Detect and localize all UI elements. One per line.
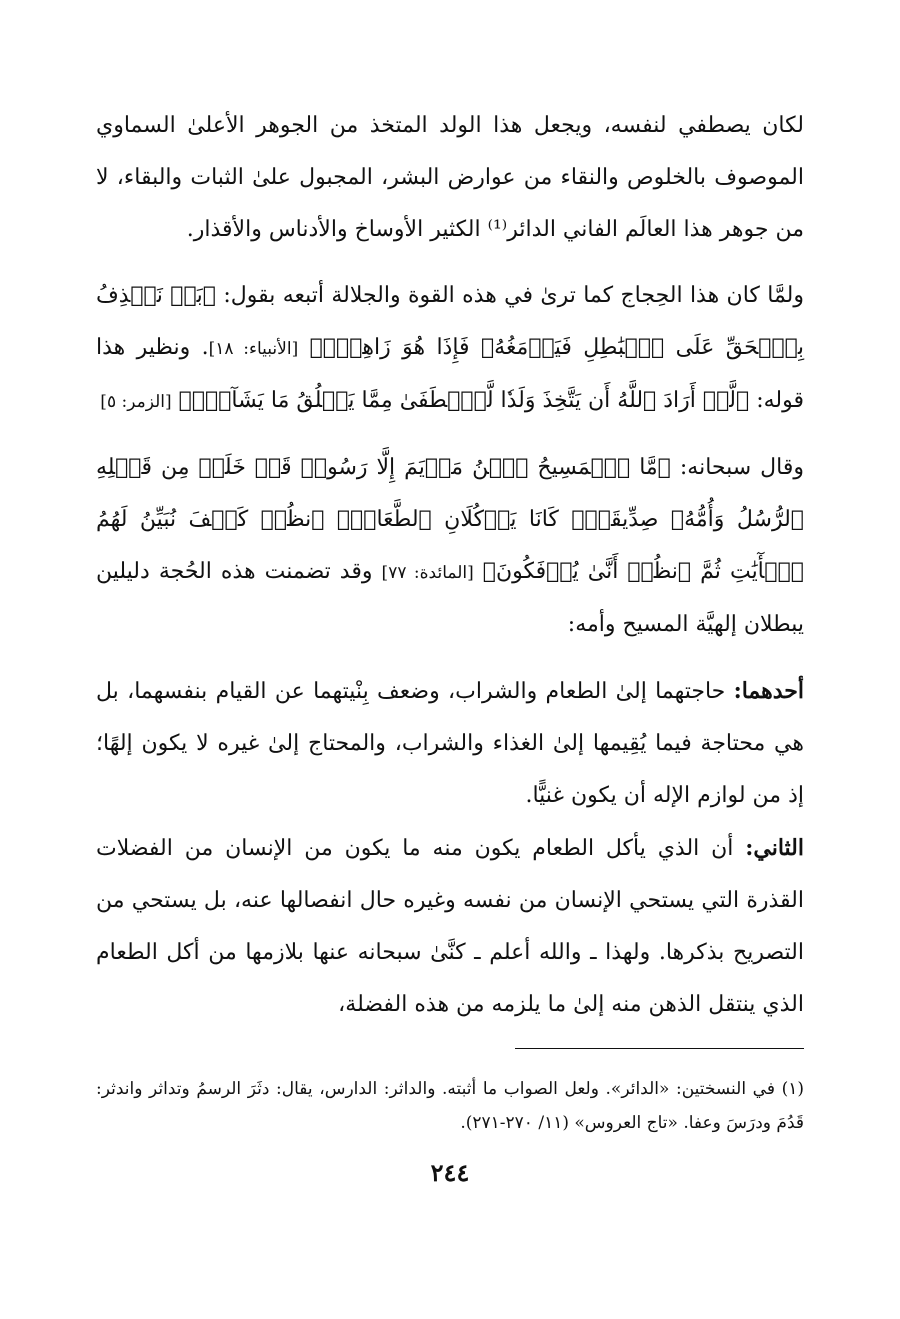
paragraph-1 bbox=[96, 100, 804, 256]
footnote bbox=[96, 1072, 804, 1140]
paragraph-2-text-b: . ونظير هذا قوله: bbox=[96, 335, 804, 413]
footnote-text: (١) في النسختين: «الدائر». ولعل الصواب ما أثبته. والداثر: الدارس، يقال: دثَرَ الرسمُ وتداثر واندثر: قَدُمَ ودرَسَ وعفا. «تاج العروس» (١١/ ٢٧٠-٢٧١). bbox=[96, 1079, 804, 1133]
paragraph-4-text: حاجتهما إلىٰ الطعام والشراب، وضعف بِنْيتهما عن القيام بنفسهما، بل هي محتاجة فيما يُقِيمها إلىٰ الغذاء والشراب، والمحتاج إلىٰ غيره لا يكون إلهًا؛ إذ من لوازم الإله أن يكون غنيًّا. bbox=[96, 679, 804, 808]
verse-reference-maida: [المائدة: ٧٧] bbox=[381, 563, 474, 583]
paragraph-5 bbox=[96, 822, 804, 1031]
paragraph-1-text: لكان يصطفي لنفسه، ويجعل هذا الولد المتخذ من الجوهر الأعلىٰ السماوي الموصوف بالخلوص والنقاء من عوارض البشر، المجبول علىٰ الثبات والبقاء، لا من جوهر هذا العالَم الفاني الدائر⁽¹⁾ الكثير الأوساخ والأدناس والأقذار. bbox=[96, 113, 804, 242]
quran-verse-anbiya: ﴿بَلۡ نَقۡذِفُ بِٱلۡحَقِّ عَلَى ٱلۡبَٰطِلِ فَيَدۡمَغُهُۥ فَإِذَا هُوَ زَاهِقٞۚ﴾ bbox=[96, 283, 804, 360]
second-proof-label: الثاني: bbox=[745, 835, 804, 861]
paragraph-2 bbox=[96, 270, 804, 428]
paragraph-5-text: أن الذي يأكل الطعام يكون منه ما يكون من الإنسان من الفضلات القذرة التي يستحي الإنسان من نفسه وغيره حال انفصالها عنه، بل يستحي من التصريح بذكرها. ولهذا ـ والله أعلم ـ كنَّىٰ سبحانه عنها بلازمها من أكل الطعام الذي ينتقل الذهن منه إلىٰ ما يلزمه من هذه الفضلة، bbox=[96, 836, 804, 1017]
paragraph-3-text-a: وقال سبحانه: bbox=[670, 455, 804, 480]
quran-verse-zumar: ﴿لَّوۡ أَرَادَ ٱللَّهُ أَن يَتَّخِذَ وَلَدٗا لَّٱصۡطَفَىٰ مِمَّا يَخۡلُقُ مَا يَشَآءُۚ﴾ bbox=[178, 388, 750, 413]
quran-verse-maida: ﴿مَّا ٱلۡمَسِيحُ ٱبۡنُ مَرۡيَمَ إِلَّا رَسُولٞ قَدۡ خَلَتۡ مِن قَبۡلِهِ ٱلرُّسُلُ وَأُمُّهُۥ صِدِّيقَةٞۖ كَانَا يَأۡكُلَانِ ٱلطَّعَامَۗ ٱنظُرۡ كَيۡفَ نُبَيِّنُ لَهُمُ ٱلۡأٓيَٰتِ ثُمَّ ٱنظُرۡ أَنَّىٰ يُؤۡفَكُونَ﴾ bbox=[96, 455, 804, 584]
paragraph-2-text-a: ولمَّا كان هذا الحِجاج كما ترىٰ في هذه القوة والجلالة أتبعه بقول: bbox=[215, 283, 804, 308]
verse-reference-zumar: [الزمر: ٥] bbox=[100, 392, 172, 412]
first-proof-label: أحدهما: bbox=[733, 678, 804, 704]
footnote-divider bbox=[515, 1048, 804, 1049]
main-text bbox=[96, 100, 804, 1045]
page-number: ٢٤٤ bbox=[430, 1158, 470, 1187]
paragraph-3 bbox=[96, 442, 804, 651]
verse-reference-anbiya: [الأنبياء: ١٨] bbox=[208, 339, 299, 359]
paragraph-3-text-b: وقد تضمنت هذه الحُجة دليلين يبطلان إلهيَّة المسيح وأمه: bbox=[96, 559, 804, 637]
paragraph-4 bbox=[96, 665, 804, 822]
